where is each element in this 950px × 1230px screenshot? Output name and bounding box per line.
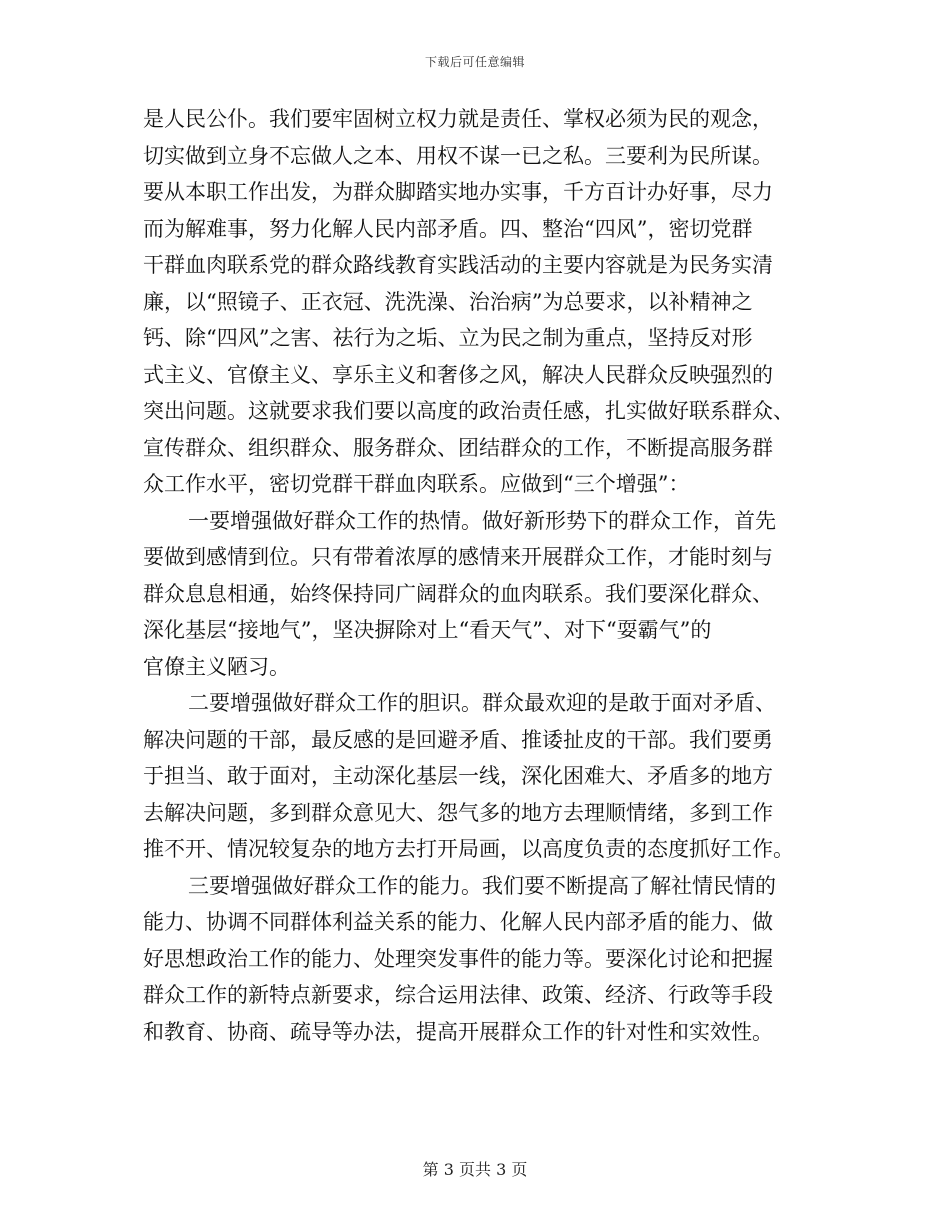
text-line: 好思想政治工作的能力、处理突发事件的能力等。要深化讨论和把握: [143, 946, 773, 971]
text-line: 于担当、敢于面对，主动深化基层一线，深化困难大、矛盾多的地方: [143, 764, 773, 788]
paragraph-first-line: 一要增强做好群众工作的热情。做好新形势下的群众工作，首先: [188, 508, 776, 533]
paragraph-first-line: 三要增强做好群众工作的能力。我们要不断提高了解社情民情的: [188, 873, 776, 898]
document-body: [143, 101, 833, 1050]
text-line: 去解决问题，多到群众意见大、怨气多的地方去理顺情绪，多到工作: [143, 800, 773, 825]
text-line: 干群血肉联系党的群众路线教育实践活动的主要内容就是为民务实清: [143, 253, 773, 277]
text-line: 推不开、情况较复杂的地方去打开局画，以高度负责的态度抓好工作。: [143, 837, 794, 861]
text-line: 要做到感情到位。只有带着浓厚的感情来开展群众工作，才能时刻与: [143, 545, 773, 569]
text-line: 和教育、协商、疏导等办法，提高开展群众工作的针对性和实效性。: [143, 1019, 773, 1044]
text-line: 群众工作的新特点新要求，综合运用法律、政策、经济、行政等手段: [143, 983, 773, 1007]
text-line: 式主义、官僚主义、享乐主义和奢侈之风，解决人民群众反映强烈的: [143, 362, 773, 387]
text-line: 解决问题的干部，最反感的是回避矛盾、推诿扯皮的干部。我们要勇: [143, 727, 773, 752]
text-line: 切实做到立身不忘做人之本、用权不谋一已之私。三要利为民所谋。: [143, 143, 773, 168]
text-line: 廉，以“照镜子、正衣冠、洗洗澡、治治病”为总要求，以补精神之: [143, 289, 753, 314]
text-line: 群众息息相通，始终保持同广阔群众的血肉联系。我们要深化群众、: [143, 581, 773, 606]
text-line: 要从本职工作出发，为群众脚踏实地办实事，千方百计办好事，尽力: [143, 180, 773, 204]
text-line: 钙、除“四风”之害、祛行为之垢、立为民之制为重点，坚持反对形: [143, 326, 753, 350]
text-line: 突出问题。这就要求我们要以高度的政治责任感，扎实做好联系群众、: [143, 399, 794, 423]
text-line: 而为解难事，努力化解人民内部矛盾。四、整治“四风”，密切党群: [143, 216, 753, 241]
text-line: 官僚主义陋习。: [143, 654, 290, 679]
paragraph-first-line: 二要增强做好群众工作的胆识。群众最欢迎的是敢于面对矛盾、: [188, 691, 776, 715]
text-line: 是人民公仆。我们要牢固树立权力就是责任、掌权必须为民的观念，: [143, 107, 773, 131]
text-line: 众工作水平，密切党群干群血肉联系。应做到“三个增强”：: [143, 472, 690, 496]
page-number: 第 3 页共 3 页: [422, 1160, 528, 1179]
text-line: 能力、协调不同群体利益关系的能力、化解人民内部矛盾的能力、做: [143, 910, 773, 934]
text-line: 深化基层“接地气”，坚决摒除对上“看天气”、对下“耍霸气”的: [143, 618, 712, 642]
text-line: 宣传群众、组织群众、服务群众、团结群众的工作，不断提高服务群: [143, 435, 773, 460]
page-header: 下载后可任意编辑: [424, 55, 525, 69]
